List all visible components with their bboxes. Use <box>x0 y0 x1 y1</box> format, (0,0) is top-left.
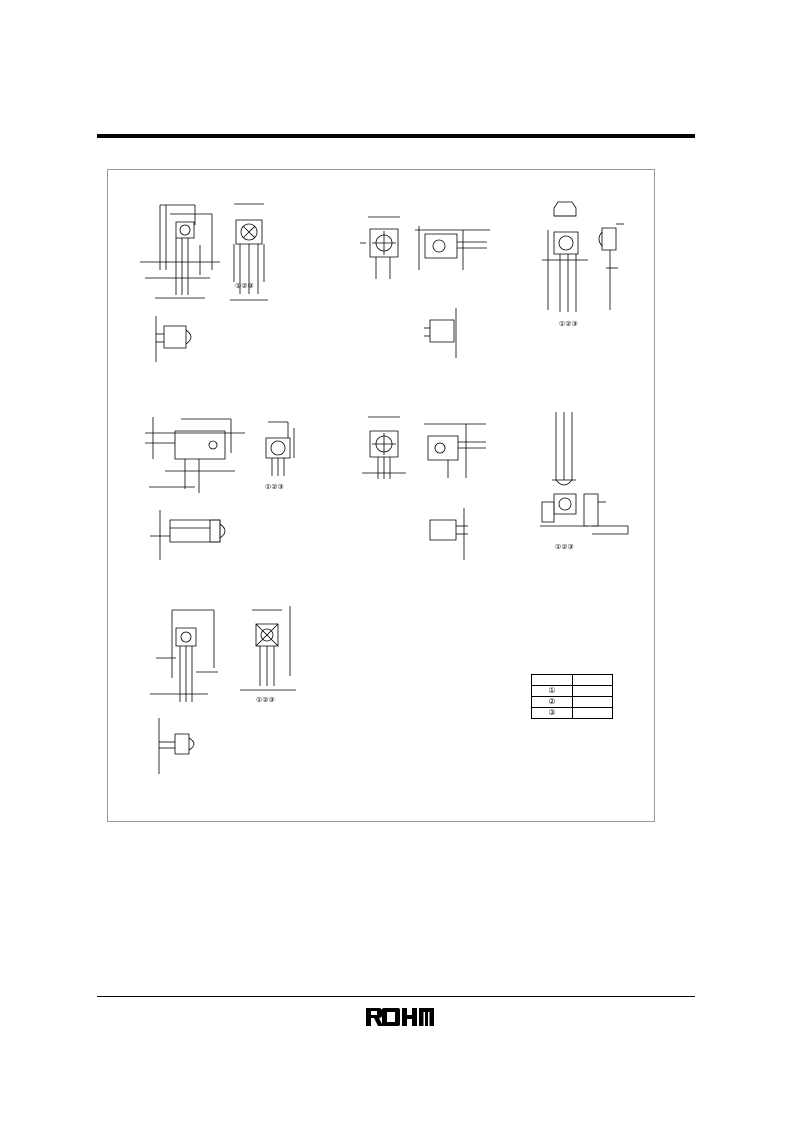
package-drawing-1-top <box>150 316 200 362</box>
pin-numbers-1: ①②③ <box>235 283 254 290</box>
package-drawing-2-top <box>420 308 462 358</box>
package-drawing-7-side <box>148 608 218 706</box>
pin-numbers-5: ①②③ <box>256 697 275 704</box>
name-cell <box>573 675 613 686</box>
pin-cell <box>532 675 573 686</box>
package-drawing-5-front <box>360 413 408 483</box>
table-row <box>532 686 613 697</box>
pin-numbers-3: ①②③ <box>265 484 284 491</box>
pin-cell: ③ <box>532 708 573 719</box>
rohm-logo <box>366 1008 434 1026</box>
table-row <box>532 708 613 719</box>
table-row <box>532 697 613 708</box>
package-drawing-4-side <box>145 413 245 495</box>
pin-cell: ① <box>532 686 573 697</box>
name-cell <box>573 708 613 719</box>
package-drawing-6-side <box>578 488 630 536</box>
header-rule <box>97 134 695 138</box>
name-cell <box>573 697 613 708</box>
package-drawing-5-top <box>420 508 470 560</box>
package-drawing-4-top <box>150 510 240 560</box>
table-row <box>532 675 613 686</box>
pin-assignment-table <box>531 674 613 719</box>
package-drawing-3-front <box>540 200 590 315</box>
package-drawing-4-front <box>258 418 300 478</box>
package-drawing-2-front <box>360 213 408 281</box>
name-cell <box>573 686 613 697</box>
pin-numbers-2: ①②③ <box>559 321 578 328</box>
package-drawing-7-top <box>155 718 205 774</box>
package-drawing-7-front <box>238 606 298 694</box>
package-drawing-5-side <box>420 418 490 480</box>
package-drawing-2-side <box>415 222 490 272</box>
package-drawing-1-side <box>140 200 220 305</box>
footer-rule <box>97 996 695 997</box>
package-drawing-3-side <box>598 218 626 313</box>
pin-numbers-4: ①②③ <box>555 544 574 551</box>
pin-cell: ② <box>532 697 573 708</box>
